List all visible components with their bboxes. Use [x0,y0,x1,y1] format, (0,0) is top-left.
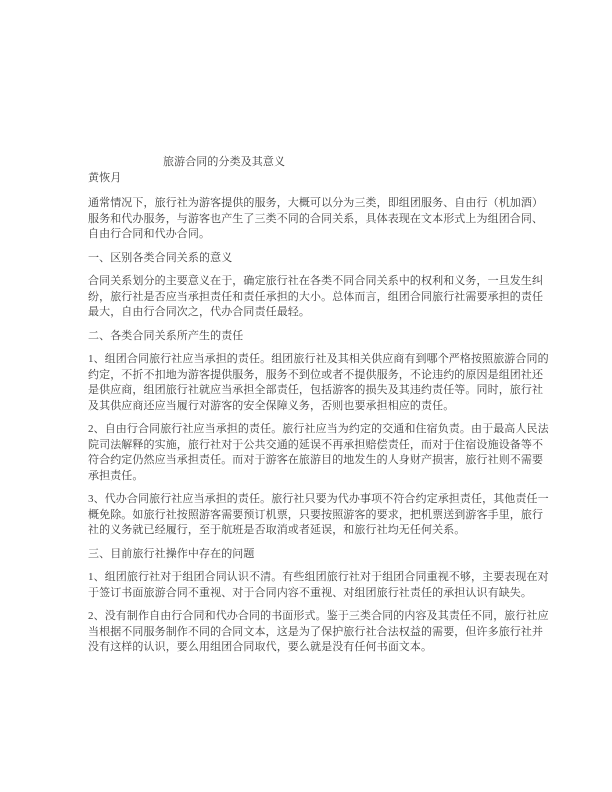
section-1-paragraph-line-1: 合同关系划分的主要意义在于，确定旅行社在各类不同合同关系中的权利和义务，一旦发生纠 [88,275,544,287]
section-3-item-2 [88,609,549,656]
section-2-item-1-line-3: 是供应商，组团旅行社就应当承担全部责任，包括游客的损失及其违约责任等。同时，旅行社 [88,384,544,396]
section-1-heading [88,251,528,267]
section-3-item-1-line-1: 1、组团旅行社对于组团合同认识不清。有些组团旅行社对于组团合同重视不够，主要表现在对 [88,571,549,583]
section-2-item-2-line-2: 院司法解释的实施，旅行社对于公共交通的延误不再承担赔偿责任，而对于住宿设施设备等不 [88,438,544,451]
document-author: 黄恢月 [88,171,122,184]
section-2-item-1 [88,352,549,414]
intro-paragraph-line-1: 通常情况下，旅行社为游客提供的服务，大概可以分为三类，即组团服务、自由行（机加酒） [88,197,544,209]
section-2-item-3 [88,492,549,539]
section-2-item-3-line-2: 概免除。如旅行社按照游客需要预订机票，只要按照游客的要求，把机票送到游客手里，旅行 [88,508,544,521]
section-3-item-1-line-2: 于签订书面旅游合同不重视、对于合同内容不重视、对组团旅行社责任的承担认识有缺失。 [88,586,532,599]
section-2-item-2-line-1: 2、自由行合同旅行社应当承担的责任。旅行社应当为约定的交通和住宿负责。由于最高人民法 [88,423,549,435]
section-1-paragraph-line-2: 纷，旅行社是否应当承担责任和责任承担的大小。总体而言，组团合同旅行社需要承担的责任 [88,290,544,303]
document-body [88,196,549,656]
section-2-item-1-line-1: 1、组团合同旅行社应当承担的责任。组团旅行社及其相关供应商有到哪个严格按照旅游合同的 [88,353,549,365]
section-2-item-2 [88,422,549,484]
section-2-item-3-line-1: 3、代办合同旅行社应当承担的责任。旅行社只要为代办事项不符合约定承担责任，其他责任一 [88,493,549,505]
section-2-item-2-line-3: 符合约定仍然应当承担责任。而对于游客在旅游目的地发生的人身财产损害，旅行社则不需要 [88,454,544,466]
section-2-item-1-line-4: 及其供应商还应当履行对游客的安全保障义务，否则也要承担相应的责任。 [88,399,455,412]
section-3-item-1 [88,570,549,601]
document-content [88,155,549,656]
section-3-item-2-line-3: 没有这样的认识，要么用组团合同取代，要么就是没有任何书面文本。 [88,641,433,653]
section-2-heading [88,329,528,345]
section-3-item-2-line-1: 2、没有制作自由行合同和代办合同的书面形式。鉴于三类合同的内容及其责任不同，旅行社应 [88,610,549,622]
section-3-heading-line-1: 三、目前旅行社操作中存在的问题 [88,547,255,560]
section-2-heading-line-1: 二、各类合同关系所产生的责任 [88,329,244,342]
intro-paragraph [88,196,544,243]
section-2-item-3-line-3: 社的义务就已经履行，至于航班是否取消或者延误，和旅行社均无任何关系。 [88,524,466,536]
section-2-item-1-line-2: 约定，不折不扣地为游客提供服务，服务不到位或者不提供服务，不论违约的原因是组团社还 [88,368,544,381]
section-3-item-2-line-2: 当根据不同服务制作不同的合同文本，这是为了保护旅行社合法权益的需要，但许多旅行社并 [88,625,544,638]
document-title: 旅游合同的分类及其意义 [163,156,286,168]
section-1-heading-line-1: 一、区别各类合同关系的意义 [88,251,233,264]
section-1-paragraph-line-3: 最大，自由行合同次之，代办合同责任最轻。 [88,306,310,318]
section-3-heading [88,547,528,563]
section-1-paragraph [88,274,544,321]
section-2-item-2-line-4: 承担责任。 [88,469,144,482]
intro-paragraph-line-2: 服务和代办服务，与游客也产生了三类不同的合同关系，具体表现在文本形式上为组团合同、 [88,212,544,225]
intro-paragraph-line-3: 自由行合同和代办合同。 [88,228,211,240]
